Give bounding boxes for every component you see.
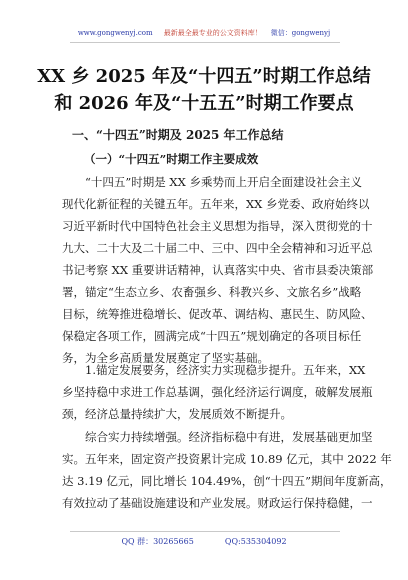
paragraph-line: 颈，经济总量持续扩大，发展质效不断提升。: [62, 407, 292, 421]
subsection-heading: （一）“十四五”时期工作主要成效: [84, 152, 259, 166]
header-wechat: 微信：gongwenyj: [270, 29, 331, 37]
footer-qq: QQ:535304092: [224, 537, 287, 546]
header-site[interactable]: www.gongwenyj.com: [77, 29, 153, 37]
paragraph-line: 习近平新时代中国特色社会主义思想为指导，深入贯彻党的十: [62, 219, 373, 233]
header-divider: [70, 42, 340, 43]
paragraph-line: 1.锚定发展要务，经济实力实现稳步提升。五年来，XX: [85, 363, 366, 377]
paragraph-line: 书记考察 XX 重要讲话精神，认真落实中央、省市县委决策部: [62, 263, 374, 277]
section-heading: 一、“十四五”时期及 2025 年工作总结: [72, 128, 284, 142]
paragraph-line: 达 3.19 亿元，同比增长 104.49%，创“十四五”期间年度新高，: [62, 474, 392, 488]
document-title-line2: 和 2026 年及“十五五”时期工作要点: [54, 93, 354, 114]
paragraph-line: “十四五”时期是 XX 乡乘势而上开启全面建设社会主义: [85, 175, 362, 189]
header-banner: [0, 28, 408, 38]
paragraph-line: 乡坚持稳中求进工作总基调，强化经济运行调度，破解发展瓶: [62, 385, 373, 399]
paragraph-line: 综合实力持续增强。经济指标稳中有进，发展基础更加坚: [85, 430, 373, 444]
paragraph-line: 实。五年来，固定资产投资累计完成 10.89 亿元，其中 2022 年: [62, 452, 392, 466]
paragraph-line: 有效拉动了基础设施建设和产业发展。财政运行保持稳健，一: [62, 496, 373, 510]
header-slogan: 最新最全最专业的公文资料库！: [163, 29, 262, 37]
footer-divider: [70, 531, 340, 532]
paragraph-line: 保稳定各项工作，圆满完成“十四五”规划确定的各项目标任: [62, 329, 362, 343]
paragraph-line: 九大、二十大及二十届二中、三中、四中全会精神和习近平总: [62, 241, 373, 255]
paragraph-line: 务，为全乡高质量发展奠定了坚实基础。: [62, 351, 269, 365]
footer-qq-group: QQ 群：30265665: [121, 537, 194, 546]
paragraph-line: 现代化新征程的关键五年。五年来，XX 乡党委、政府始终以: [62, 197, 370, 211]
document-title-line1: XX 乡 2025 年及“十四五”时期工作总结: [37, 66, 371, 87]
paragraph-line: 目标，统筹推进稳增长、促改革、调结构、惠民生、防风险、: [62, 307, 373, 321]
paragraph-line: 署，锚定“生态立乡、农畜强乡、科教兴乡、文旅名乡”战略: [62, 285, 362, 299]
paragraph-overview: [62, 171, 374, 369]
paragraph-strength: [62, 426, 392, 514]
paragraph-economy: [62, 359, 373, 425]
footer-contact: [0, 536, 408, 547]
